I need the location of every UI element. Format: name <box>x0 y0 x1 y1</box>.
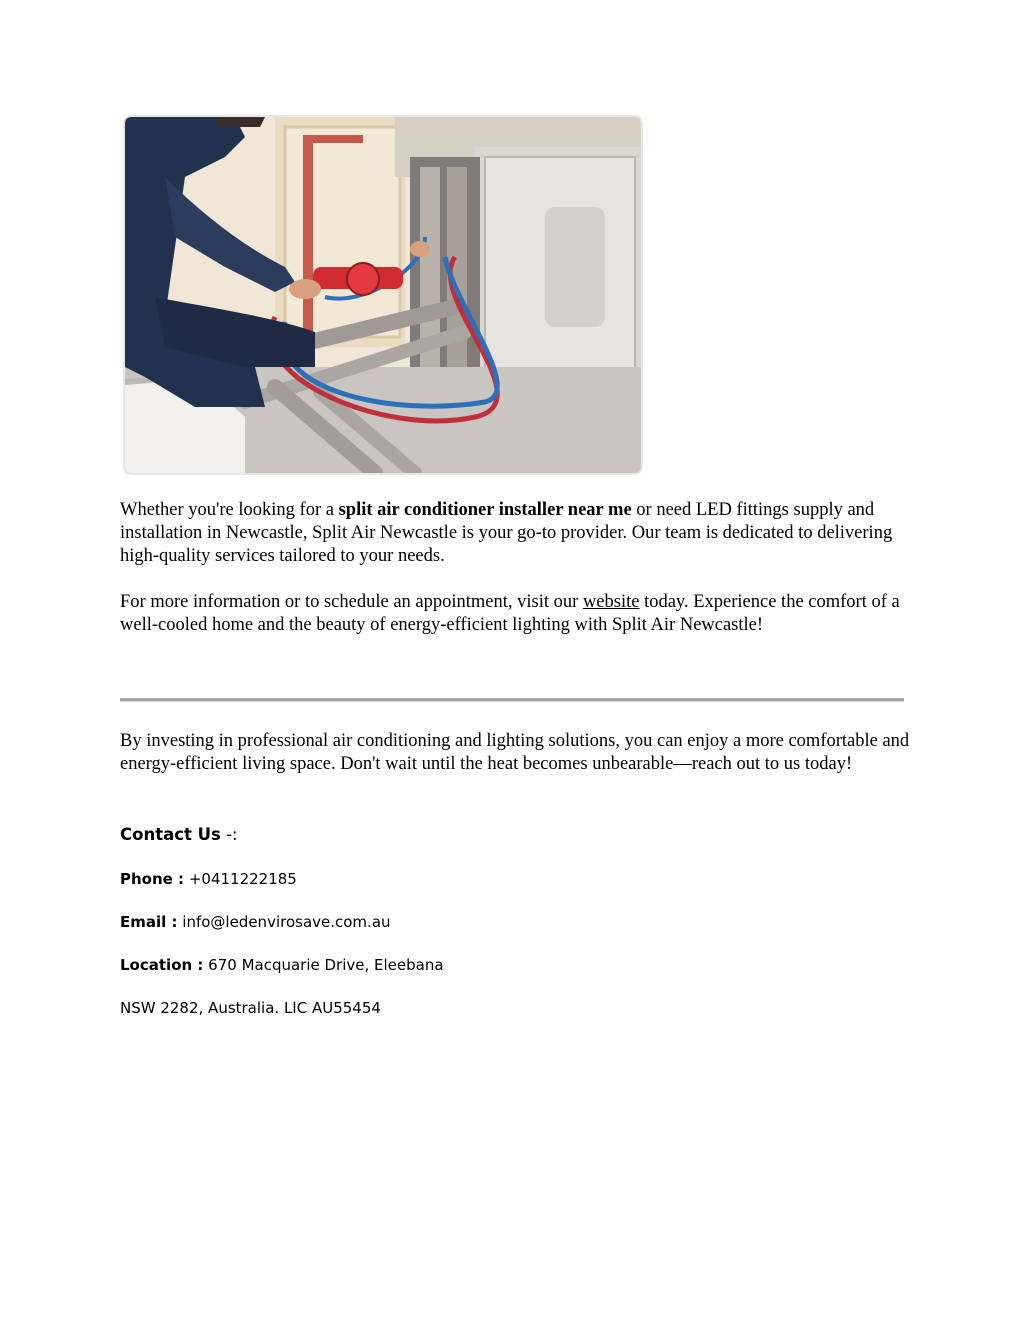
contact-email <box>120 912 391 932</box>
intro-text-start: Whether you're looking for a <box>120 500 339 520</box>
contact-heading-label: Contact Us <box>120 825 221 844</box>
contact-location <box>120 955 444 975</box>
info-paragraph <box>120 591 910 637</box>
contact-heading-suffix: -: <box>220 825 238 844</box>
contact-phone <box>120 869 297 889</box>
intro-bold-keyword: split air conditioner installer near me <box>338 500 632 520</box>
location-value: 670 Macquarie Drive, Eleebana <box>203 956 444 974</box>
email-value: info@ledenvirosave.com.au <box>177 913 391 931</box>
horizontal-divider <box>120 698 904 702</box>
contact-heading <box>120 825 238 845</box>
location-label: Location : <box>120 956 204 974</box>
info-text-start: For more information or to schedule an appointment, visit our <box>120 592 583 612</box>
technician-photo <box>125 117 641 473</box>
info-text-end: today. Experience the comfort of a well-cooled home and the beauty of energy-efficient lighting with Split Air Newcastle! <box>120 592 900 635</box>
intro-text-end: or need LED fittings supply and installation in Newcastle, Split Air Newcastle is your go-to provider. Our team is dedicated to delivering high-quality services tailored to your needs. <box>120 500 893 566</box>
phone-label: Phone : <box>120 870 185 888</box>
closing-paragraph: By investing in professional air conditioning and lighting solutions, you can enjoy a more comfortable and energy-efficient living space. Don't wait until the heat becomes unbearable—reach out to us today! <box>120 731 910 774</box>
email-label: Email : <box>120 913 178 931</box>
website-link[interactable]: website <box>582 592 640 612</box>
intro-paragraph <box>120 499 910 568</box>
address-line-2: NSW 2282, Australia. LIC AU55454 <box>120 999 381 1017</box>
phone-value: +0411222185 <box>184 870 297 888</box>
